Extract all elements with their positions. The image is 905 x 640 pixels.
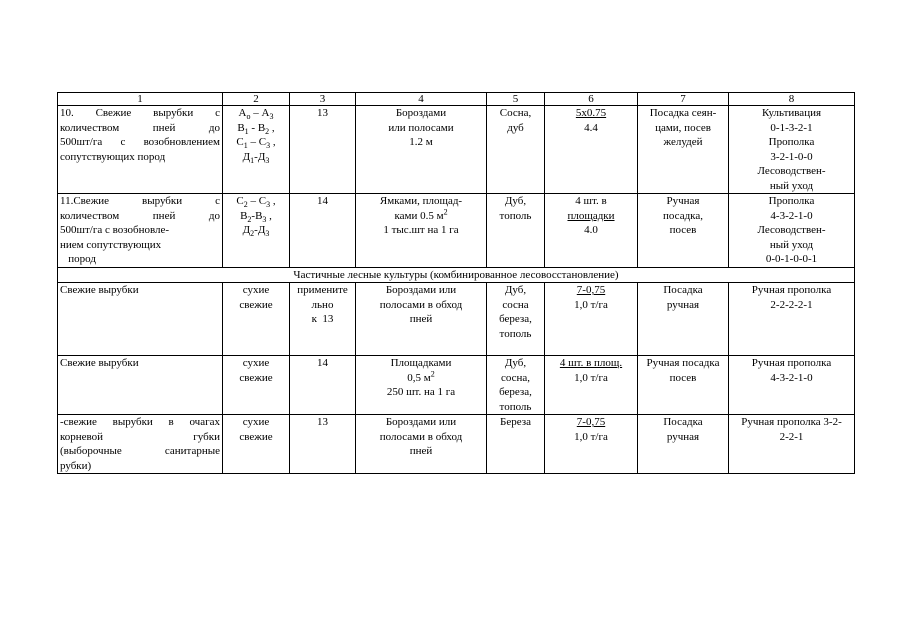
- text-run: ,: [266, 209, 272, 222]
- cell-text-line: [358, 121, 484, 136]
- cell-text-line: [358, 385, 484, 400]
- cell-text-line: Культивация: [761, 107, 822, 119]
- cell-text-line: [358, 368, 484, 386]
- text-run: Бороздами или: [385, 416, 457, 428]
- species-cell: [487, 194, 545, 268]
- cell-text-line: нием сопутствующих: [60, 238, 162, 251]
- cell-text-line: тополь: [499, 400, 532, 413]
- justified-line: [60, 415, 220, 430]
- cell-text-line: 4.0: [584, 224, 598, 236]
- text-run: Д: [242, 224, 251, 236]
- reference-cell: [290, 283, 356, 356]
- column-number: 7: [638, 93, 729, 106]
- cell-text-line: [358, 135, 484, 150]
- cell-text-line: свежие: [239, 430, 273, 443]
- word: до: [208, 209, 220, 222]
- text-run: Бороздами: [395, 107, 447, 119]
- reference-cell: [290, 106, 356, 194]
- word: 500шт/га: [60, 136, 103, 148]
- cell-text-line: Ручная: [666, 195, 700, 207]
- justified-line: [60, 121, 220, 136]
- cell-text-line: [358, 298, 484, 313]
- subscript: 3: [266, 200, 271, 210]
- cell-text-line: [225, 223, 287, 238]
- cell-text-line: льно: [311, 298, 334, 311]
- cell-text-line: [358, 356, 484, 371]
- cell-text-line: [358, 283, 484, 298]
- cell-text-line: [358, 194, 484, 209]
- method-cell: [638, 283, 729, 356]
- cell-text-line: сухие: [242, 284, 270, 296]
- cell-text-line: [358, 223, 484, 238]
- text-run: – С: [247, 136, 267, 148]
- care-cell: [729, 194, 855, 268]
- cell-text-line: [358, 312, 484, 327]
- cell-text-line: Дуб,: [504, 357, 527, 369]
- column-number: 3: [290, 93, 356, 106]
- subscript: 3: [265, 229, 270, 239]
- cell-text-line: тополь: [499, 327, 532, 340]
- soil-preparation-cell: [356, 415, 487, 474]
- subscript: о: [246, 112, 251, 122]
- site-conditions-cell: [58, 283, 223, 356]
- cell-text-line: Посадка: [663, 416, 703, 428]
- word: вырубки: [142, 195, 183, 207]
- underlined-value: 7-0,75: [576, 284, 606, 296]
- text-run: В: [240, 209, 248, 222]
- word: пней: [152, 209, 176, 222]
- subscript: 1: [244, 126, 249, 136]
- forest-type-cell: [223, 415, 290, 474]
- cell-text-line: Посадка: [663, 284, 703, 296]
- species-cell: [487, 283, 545, 356]
- cell-text-line: 1,0 т/га: [574, 298, 608, 311]
- section-row: [58, 267, 855, 283]
- superscript: 2: [430, 368, 435, 378]
- cell-text-line: Ручная прополка: [751, 284, 832, 296]
- method-cell: [638, 356, 729, 415]
- cell-text-line: примените: [297, 284, 348, 296]
- cell-text-line: береза,: [499, 386, 532, 398]
- site-conditions-cell: [58, 415, 223, 474]
- superscript: 2: [443, 206, 448, 216]
- cell-text-line: пород: [60, 253, 96, 265]
- cell-text-line: ручная: [666, 298, 700, 311]
- subscript: 3: [265, 155, 270, 165]
- subscript: 2: [243, 200, 248, 210]
- reference-cell: [290, 415, 356, 474]
- soil-preparation-cell: [356, 194, 487, 268]
- text-run: Площадками: [390, 357, 452, 369]
- care-cell: [729, 415, 855, 474]
- cell-text-line: 1,0 т/га: [574, 371, 608, 384]
- text-run: 1 тыс.шт на 1 га: [383, 224, 459, 236]
- site-conditions-cell: [58, 194, 223, 268]
- justified-line: [60, 444, 220, 459]
- cell-text-line: 4-3-2-1-0: [770, 371, 813, 384]
- cell-text-line: посадка,: [663, 209, 703, 222]
- cell-text-line: береза,: [499, 313, 532, 325]
- cell-text-line: тополь: [499, 209, 532, 222]
- cell-text-line: [358, 444, 484, 459]
- method-cell: [638, 194, 729, 268]
- word: с: [120, 136, 126, 148]
- word: корневой: [60, 430, 104, 443]
- cell-text-line: Свежие вырубки: [60, 357, 139, 369]
- cell-text-line: сопутствующих пород: [60, 150, 166, 163]
- text-run: 0,5 м: [407, 371, 431, 384]
- table-row: [58, 194, 855, 268]
- column-number: 8: [729, 93, 855, 106]
- justified-line: [60, 430, 220, 445]
- cell-text-line: 2-2-1: [779, 430, 804, 443]
- site-conditions-cell: [58, 356, 223, 415]
- subscript: 3: [262, 214, 267, 224]
- subscript: 3: [266, 141, 271, 151]
- word: возобновлением: [143, 136, 220, 148]
- forest-type-cell: [223, 194, 290, 268]
- cell-text-line: сухие: [242, 416, 270, 428]
- care-cell: [729, 283, 855, 356]
- justified-line: [60, 135, 220, 150]
- word: количеством: [60, 121, 120, 134]
- forest-type-cell: [223, 283, 290, 356]
- word: -свежие: [60, 416, 97, 428]
- cell-text-line: Ручная прополка 3-2-: [741, 416, 842, 428]
- care-cell: [729, 106, 855, 194]
- underlined-value: 7-0,75: [576, 416, 606, 428]
- cell-text-line: [225, 194, 287, 209]
- cell-text-line: посев: [669, 224, 697, 236]
- underlined-value: 5х0.75: [575, 107, 607, 119]
- word: губки: [193, 430, 220, 443]
- cell-text-line: 0-0-1-0-0-1: [765, 253, 818, 265]
- text-run: пней: [409, 445, 433, 457]
- justified-line: [60, 194, 220, 209]
- text-run: или полосами: [388, 121, 454, 134]
- text-run: Д: [242, 150, 251, 163]
- text-run: В: [237, 121, 245, 134]
- cell-text-line: [358, 206, 484, 224]
- text-run: ками 0.5 м: [394, 209, 444, 222]
- reference-cell: [290, 194, 356, 268]
- species-cell: [487, 415, 545, 474]
- text-run: Ямками, площад-: [379, 195, 463, 207]
- word: с: [215, 107, 220, 119]
- cell-text-line: [358, 415, 484, 430]
- column-number: 4: [356, 93, 487, 106]
- method-cell: [638, 415, 729, 474]
- column-number: 6: [545, 93, 638, 106]
- text-run: – С: [247, 195, 267, 207]
- soil-preparation-cell: [356, 356, 487, 415]
- cell-text-line: 4 шт. в: [575, 195, 607, 207]
- subscript: 2: [250, 229, 255, 239]
- placement-cell: [545, 415, 638, 474]
- site-conditions-cell: [58, 106, 223, 194]
- text-run: 1.2 м: [409, 136, 433, 148]
- cell-text-line: 14: [317, 195, 328, 207]
- cell-text-line: рубки): [60, 459, 92, 472]
- word: в: [168, 416, 174, 428]
- cell-text-line: 14: [317, 357, 328, 369]
- word: 10.: [60, 107, 74, 119]
- cell-text-line: Сосна,: [499, 107, 532, 119]
- text-run: А: [238, 107, 247, 119]
- word: (выборочные: [60, 445, 122, 457]
- cell-text-line: Лесоводствен-: [757, 224, 826, 236]
- cell-text-line: свежие: [239, 371, 273, 384]
- method-cell: [638, 106, 729, 194]
- cell-text-line: 1,0 т/га: [574, 430, 608, 443]
- placement-cell: [545, 194, 638, 268]
- cell-text-line: Посадка сеян-: [649, 107, 717, 119]
- cell-text-line: ный уход: [769, 179, 814, 192]
- cell-text-line: [225, 121, 287, 136]
- cell-text-line: ный уход: [769, 238, 814, 251]
- cell-text-line: 4-3-2-1-0: [770, 209, 813, 222]
- word: с: [215, 195, 220, 207]
- table-row: [58, 283, 855, 356]
- text-run: ,: [269, 121, 275, 134]
- reference-cell: [290, 356, 356, 415]
- column-number: 1: [58, 93, 223, 106]
- forest-type-cell: [223, 106, 290, 194]
- text-run: С: [236, 195, 244, 207]
- species-cell: [487, 356, 545, 415]
- text-run: ,: [270, 136, 276, 148]
- justified-line: [60, 106, 220, 121]
- subscript: 2: [265, 126, 270, 136]
- cell-text-line: 500шт/га с возобновле-: [60, 224, 170, 236]
- cell-text-line: сосна: [502, 298, 529, 311]
- text-run: - В: [248, 121, 266, 134]
- column-number-row: [58, 93, 855, 106]
- cell-text-line: Прополка: [768, 195, 815, 207]
- justified-line: [60, 209, 220, 224]
- text-run: -Д: [254, 150, 266, 163]
- word: 11.Свежие: [60, 195, 110, 207]
- text-run: 250 шт. на 1 га: [386, 386, 456, 398]
- cell-text-line: цами, посев: [655, 121, 711, 134]
- cell-text-line: посев: [669, 371, 697, 384]
- section-title: Частичные лесные культуры (комбинированное лесовосстановление): [58, 267, 855, 283]
- text-run: -Д: [254, 224, 266, 236]
- placement-cell: [545, 283, 638, 356]
- cell-text-line: 2-2-2-2-1: [770, 298, 813, 311]
- placement-cell: [545, 356, 638, 415]
- cell-text-line: [225, 106, 287, 121]
- word: вырубки: [112, 416, 153, 428]
- subscript: 1: [243, 141, 248, 151]
- cell-text-line: Дуб,: [504, 284, 527, 296]
- cell-text-line: [225, 150, 287, 165]
- table-row: [58, 356, 855, 415]
- text-run: пней: [409, 313, 433, 325]
- soil-preparation-cell: [356, 106, 487, 194]
- cell-text-line: Прополка: [768, 136, 815, 148]
- cell-text-line: свежие: [239, 298, 273, 311]
- subscript: 1: [250, 155, 255, 165]
- forest-type-cell: [223, 356, 290, 415]
- cell-text-line: сосна,: [500, 371, 531, 384]
- cell-text-line: желудей: [663, 136, 703, 148]
- cell-text-line: сухие: [242, 357, 270, 369]
- subscript: 2: [247, 214, 252, 224]
- text-run: полосами в обход: [379, 430, 463, 443]
- cell-text-line: 13: [317, 107, 328, 119]
- cell-text-line: к 13: [311, 313, 334, 325]
- column-number: 2: [223, 93, 290, 106]
- cell-text-line: [225, 209, 287, 224]
- word: вырубки: [153, 107, 194, 119]
- word: пней: [152, 121, 176, 134]
- cell-text-line: 0-1-3-2-1: [770, 121, 813, 134]
- cell-text-line: ручная: [666, 430, 700, 443]
- care-cell: [729, 356, 855, 415]
- cell-text-line: Береза: [500, 416, 531, 428]
- cell-text-line: [358, 430, 484, 445]
- text-run: -В: [251, 209, 263, 222]
- underlined-value: площадки: [567, 209, 615, 222]
- text-run: – А: [250, 107, 270, 119]
- cell-text-line: Ручная посадка: [646, 357, 720, 369]
- word: очагах: [189, 416, 220, 428]
- table-row: [58, 415, 855, 474]
- cell-text-line: 13: [317, 416, 328, 428]
- cell-text-line: дуб: [507, 121, 524, 134]
- forest-culture-table: [57, 92, 855, 474]
- cell-text-line: [225, 135, 287, 150]
- word: Свежие: [95, 107, 132, 119]
- word: санитарные: [164, 445, 220, 457]
- text-run: С: [236, 136, 244, 148]
- cell-text-line: Свежие вырубки: [60, 284, 139, 296]
- column-number: 5: [487, 93, 545, 106]
- text-run: Бороздами или: [385, 284, 457, 296]
- subscript: 3: [269, 112, 274, 122]
- cell-text-line: 4.4: [584, 121, 598, 134]
- text-run: ,: [270, 195, 276, 207]
- cell-text-line: Дуб,: [504, 195, 527, 207]
- word: количеством: [60, 209, 120, 222]
- soil-preparation-cell: [356, 283, 487, 356]
- species-cell: [487, 106, 545, 194]
- word: до: [208, 121, 220, 134]
- text-run: полосами в обход: [379, 298, 463, 311]
- table-row: [58, 106, 855, 194]
- cell-text-line: [358, 106, 484, 121]
- underlined-value: 4 шт. в площ.: [559, 357, 623, 369]
- placement-cell: [545, 106, 638, 194]
- cell-text-line: Ручная прополка: [751, 357, 832, 369]
- cell-text-line: Лесоводствен-: [757, 165, 826, 177]
- cell-text-line: 3-2-1-0-0: [770, 150, 813, 163]
